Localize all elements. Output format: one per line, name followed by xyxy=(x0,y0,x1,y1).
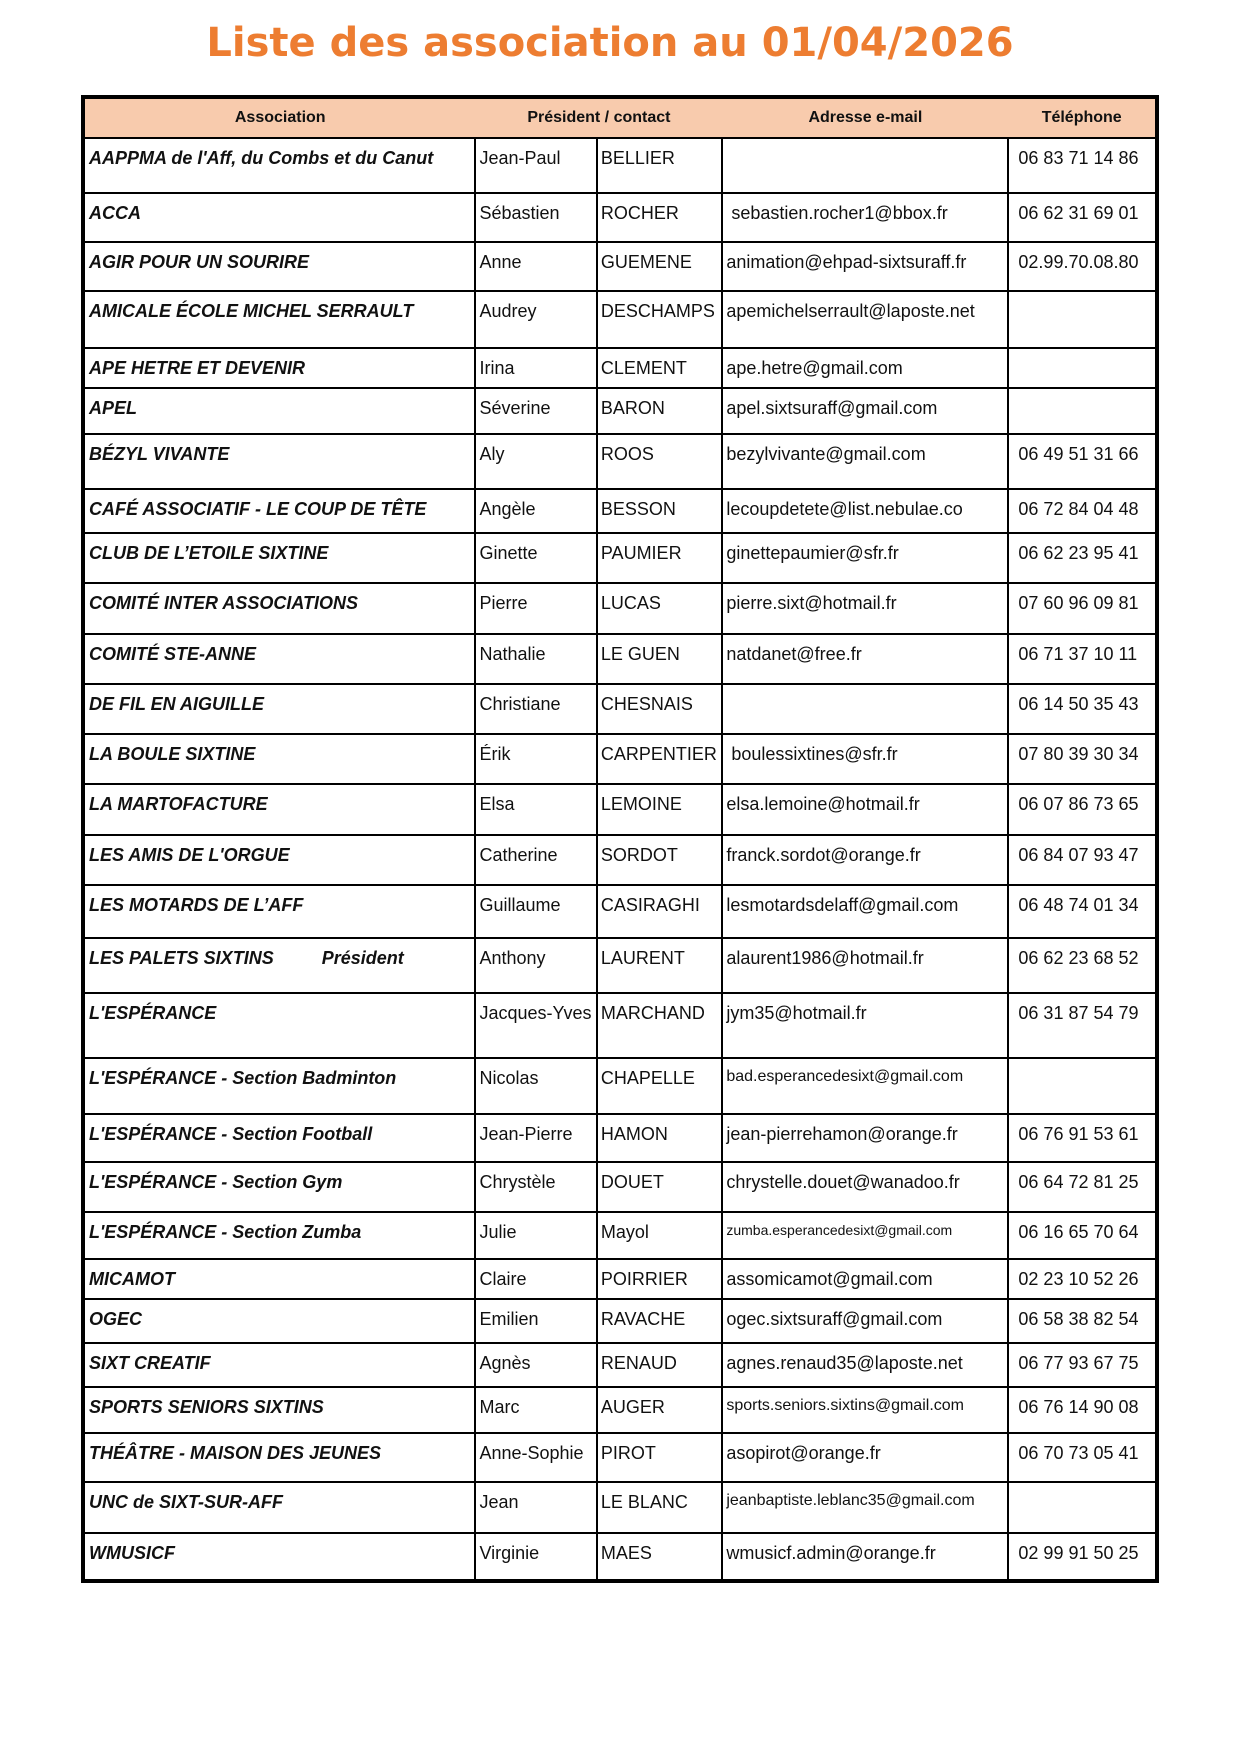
president-first-name: Anne xyxy=(475,242,596,291)
president-last-name: Mayol xyxy=(597,1212,722,1259)
president-last-name: CHESNAIS xyxy=(597,684,722,734)
president-last-name: LEMOINE xyxy=(597,784,722,835)
president-last-name: LUCAS xyxy=(597,583,722,634)
president-first-name: Nicolas xyxy=(475,1058,596,1114)
email-cell: chrystelle.douet@wanadoo.fr xyxy=(722,1162,1008,1212)
association-cell xyxy=(83,634,475,684)
association-name: L'ESPÉRANCE xyxy=(89,1003,217,1023)
president-last-name: SORDOT xyxy=(597,835,722,885)
phone-cell: 06 31 87 54 79 xyxy=(1008,993,1157,1058)
table-row xyxy=(83,1259,1157,1299)
president-last-name: CARPENTIER xyxy=(597,734,722,784)
association-name: LES PALETS SIXTINS xyxy=(89,948,274,968)
table-row xyxy=(83,1212,1157,1259)
president-first-name: Catherine xyxy=(475,835,596,885)
president-first-name: Elsa xyxy=(475,784,596,835)
president-last-name: HAMON xyxy=(597,1114,722,1162)
associations-table xyxy=(81,95,1159,1583)
association-name: LA MARTOFACTURE xyxy=(89,794,268,814)
association-cell xyxy=(83,1533,475,1581)
president-last-name: POIRRIER xyxy=(597,1259,722,1299)
association-name: COMITÉ STE-ANNE xyxy=(89,644,257,664)
table-row xyxy=(83,583,1157,634)
phone-cell: 02.99.70.08.80 xyxy=(1008,242,1157,291)
association-cell xyxy=(83,348,475,388)
email-cell: agnes.renaud35@laposte.net xyxy=(722,1343,1008,1387)
president-first-name: Aly xyxy=(475,434,596,489)
phone-cell: 06 70 73 05 41 xyxy=(1008,1433,1157,1482)
association-name: UNC de SIXT-SUR-AFF xyxy=(89,1492,284,1512)
email-cell: animation@ehpad-sixtsuraff.fr xyxy=(722,242,1008,291)
phone-cell: 06 71 37 10 11 xyxy=(1008,634,1157,684)
email-cell: wmusicf.admin@orange.fr xyxy=(722,1533,1008,1581)
association-cell xyxy=(83,885,475,938)
phone-cell: 06 48 74 01 34 xyxy=(1008,885,1157,938)
association-cell xyxy=(83,242,475,291)
president-first-name: Érik xyxy=(475,734,596,784)
president-first-name: Sébastien xyxy=(475,193,596,242)
president-last-name: MAES xyxy=(597,1533,722,1581)
association-cell xyxy=(83,1114,475,1162)
table-row xyxy=(83,1387,1157,1433)
president-last-name: BESSON xyxy=(597,489,722,533)
president-first-name: Irina xyxy=(475,348,596,388)
email-cell: jym35@hotmail.fr xyxy=(722,993,1008,1058)
phone-cell: 06 76 14 90 08 xyxy=(1008,1387,1157,1433)
table-row xyxy=(83,1433,1157,1482)
table-row xyxy=(83,242,1157,291)
president-last-name: CHAPELLE xyxy=(597,1058,722,1114)
association-name: CAFÉ ASSOCIATIF - LE COUP DE TÊTE xyxy=(89,499,427,519)
association-name: AMICALE ÉCOLE MICHEL SERRAULT xyxy=(89,301,414,321)
association-cell xyxy=(83,938,475,993)
table-row xyxy=(83,489,1157,533)
association-cell xyxy=(83,1343,475,1387)
page-title: Liste des association au 01/04/2026 xyxy=(206,20,1014,66)
president-last-name: ROOS xyxy=(597,434,722,489)
president-last-name: MARCHAND xyxy=(597,993,722,1058)
president-first-name: Jacques-Yves xyxy=(475,993,596,1058)
president-last-name: RAVACHE xyxy=(597,1299,722,1343)
table-row xyxy=(83,1114,1157,1162)
phone-cell xyxy=(1008,1482,1157,1533)
phone-cell: 06 76 91 53 61 xyxy=(1008,1114,1157,1162)
phone-cell: 06 72 84 04 48 xyxy=(1008,489,1157,533)
president-last-name: ROCHER xyxy=(597,193,722,242)
table-row xyxy=(83,1343,1157,1387)
association-cell xyxy=(83,291,475,348)
association-name: LA BOULE SIXTINE xyxy=(89,744,256,764)
president-first-name: Chrystèle xyxy=(475,1162,596,1212)
email-cell: lecoupdetete@list.nebulae.co xyxy=(722,489,1008,533)
email-cell: zumba.esperancedesixt@gmail.com xyxy=(722,1212,1008,1259)
association-name: L'ESPÉRANCE - Section Gym xyxy=(89,1172,343,1192)
association-name: CLUB DE L’ETOILE SIXTINE xyxy=(89,543,329,563)
table-row xyxy=(83,835,1157,885)
president-first-name: Audrey xyxy=(475,291,596,348)
email-cell xyxy=(722,684,1008,734)
email-cell: assomicamot@gmail.com xyxy=(722,1259,1008,1299)
president-last-name: LAURENT xyxy=(597,938,722,993)
president-first-name: Julie xyxy=(475,1212,596,1259)
association-name: AAPPMA de l'Aff, du Combs et du Canut xyxy=(89,148,434,168)
phone-cell: 06 62 23 68 52 xyxy=(1008,938,1157,993)
association-name: LES MOTARDS DE L’AFF xyxy=(89,895,304,915)
table-row xyxy=(83,1162,1157,1212)
phone-cell xyxy=(1008,291,1157,348)
email-cell: apel.sixtsuraff@gmail.com xyxy=(722,388,1008,434)
email-cell: sebastien.rocher1@bbox.fr xyxy=(722,193,1008,242)
email-cell: franck.sordot@orange.fr xyxy=(722,835,1008,885)
president-first-name: Anthony xyxy=(475,938,596,993)
president-first-name: Nathalie xyxy=(475,634,596,684)
president-first-name: Jean-Pierre xyxy=(475,1114,596,1162)
table-row xyxy=(83,634,1157,684)
president-first-name: Claire xyxy=(475,1259,596,1299)
phone-cell: 06 83 71 14 86 xyxy=(1008,138,1157,193)
president-last-name: AUGER xyxy=(597,1387,722,1433)
association-cell xyxy=(83,784,475,835)
president-first-name: Anne-Sophie xyxy=(475,1433,596,1482)
table-row xyxy=(83,1533,1157,1581)
association-name: ACCA xyxy=(89,203,141,223)
phone-cell: 02 99 91 50 25 xyxy=(1008,1533,1157,1581)
association-name: LES AMIS DE L'ORGUE xyxy=(89,845,290,865)
association-cell xyxy=(83,583,475,634)
phone-cell: 06 49 51 31 66 xyxy=(1008,434,1157,489)
association-name: COMITÉ INTER ASSOCIATIONS xyxy=(89,593,359,613)
association-name: APE HETRE ET DEVENIR xyxy=(89,358,306,378)
association-name: AGIR POUR UN SOURIRE xyxy=(89,252,310,272)
table-row xyxy=(83,348,1157,388)
phone-cell: 06 16 65 70 64 xyxy=(1008,1212,1157,1259)
president-first-name: Guillaume xyxy=(475,885,596,938)
association-name: OGEC xyxy=(89,1309,143,1329)
table-row xyxy=(83,684,1157,734)
phone-cell: 06 64 72 81 25 xyxy=(1008,1162,1157,1212)
email-cell: pierre.sixt@hotmail.fr xyxy=(722,583,1008,634)
header-association: Association xyxy=(83,97,475,138)
association-name: THÉÂTRE - MAISON DES JEUNES xyxy=(89,1443,382,1463)
phone-cell: 07 60 96 09 81 xyxy=(1008,583,1157,634)
table-row xyxy=(83,193,1157,242)
email-cell: lesmotardsdelaff@gmail.com xyxy=(722,885,1008,938)
table-row xyxy=(83,734,1157,784)
association-cell xyxy=(83,533,475,583)
association-name: DE FIL EN AIGUILLE xyxy=(89,694,265,714)
president-last-name: LE BLANC xyxy=(597,1482,722,1533)
president-last-name: CLEMENT xyxy=(597,348,722,388)
president-tag: Président xyxy=(321,948,404,968)
email-cell: alaurent1986@hotmail.fr xyxy=(722,938,1008,993)
association-cell xyxy=(83,434,475,489)
phone-cell: 07 80 39 30 34 xyxy=(1008,734,1157,784)
header-phone: Téléphone xyxy=(1008,97,1157,138)
association-cell xyxy=(83,684,475,734)
association-cell xyxy=(83,388,475,434)
phone-cell: 06 77 93 67 75 xyxy=(1008,1343,1157,1387)
president-first-name: Christiane xyxy=(475,684,596,734)
president-last-name: GUEMENE xyxy=(597,242,722,291)
association-cell xyxy=(83,734,475,784)
email-cell: jeanbaptiste.leblanc35@gmail.com xyxy=(722,1482,1008,1533)
association-cell xyxy=(83,1058,475,1114)
table-header-row xyxy=(83,97,1157,138)
phone-cell: 06 07 86 73 65 xyxy=(1008,784,1157,835)
email-cell xyxy=(722,138,1008,193)
association-name: BÉZYL VIVANTE xyxy=(89,444,230,464)
president-last-name: DESCHAMPS xyxy=(597,291,722,348)
phone-cell: 02 23 10 52 26 xyxy=(1008,1259,1157,1299)
table-row xyxy=(83,291,1157,348)
email-cell: elsa.lemoine@hotmail.fr xyxy=(722,784,1008,835)
association-cell xyxy=(83,138,475,193)
association-cell xyxy=(83,1162,475,1212)
table-row xyxy=(83,938,1157,993)
association-cell xyxy=(83,1212,475,1259)
phone-cell: 06 84 07 93 47 xyxy=(1008,835,1157,885)
president-first-name: Ginette xyxy=(475,533,596,583)
header-president: Président / contact xyxy=(475,97,722,138)
phone-cell: 06 62 23 95 41 xyxy=(1008,533,1157,583)
president-last-name: PAUMIER xyxy=(597,533,722,583)
email-cell: ogec.sixtsuraff@gmail.com xyxy=(722,1299,1008,1343)
president-first-name: Jean xyxy=(475,1482,596,1533)
association-cell xyxy=(83,1259,475,1299)
president-first-name: Virginie xyxy=(475,1533,596,1581)
association-cell xyxy=(83,1387,475,1433)
association-cell xyxy=(83,1482,475,1533)
email-cell: apemichelserrault@laposte.net xyxy=(722,291,1008,348)
association-cell xyxy=(83,835,475,885)
phone-cell xyxy=(1008,1058,1157,1114)
president-last-name: DOUET xyxy=(597,1162,722,1212)
table-row xyxy=(83,388,1157,434)
email-cell: bezylvivante@gmail.com xyxy=(722,434,1008,489)
email-cell: jean-pierrehamon@orange.fr xyxy=(722,1114,1008,1162)
table-row xyxy=(83,993,1157,1058)
president-first-name: Jean-Paul xyxy=(475,138,596,193)
president-last-name: BARON xyxy=(597,388,722,434)
phone-cell: 06 62 31 69 01 xyxy=(1008,193,1157,242)
president-first-name: Séverine xyxy=(475,388,596,434)
phone-cell: 06 58 38 82 54 xyxy=(1008,1299,1157,1343)
association-name: MICAMOT xyxy=(89,1269,175,1289)
association-name: SIXT CREATIF xyxy=(89,1353,211,1373)
email-cell: natdanet@free.fr xyxy=(722,634,1008,684)
president-first-name: Agnès xyxy=(475,1343,596,1387)
phone-cell xyxy=(1008,388,1157,434)
table-row xyxy=(83,1482,1157,1533)
table-row xyxy=(83,1299,1157,1343)
association-cell xyxy=(83,489,475,533)
table-row xyxy=(83,434,1157,489)
email-cell: ape.hetre@gmail.com xyxy=(722,348,1008,388)
association-name: SPORTS SENIORS SIXTINS xyxy=(89,1397,324,1417)
association-name: L'ESPÉRANCE - Section Football xyxy=(89,1124,373,1144)
president-first-name: Pierre xyxy=(475,583,596,634)
header-email: Adresse e-mail xyxy=(722,97,1008,138)
table-row xyxy=(83,784,1157,835)
president-first-name: Angèle xyxy=(475,489,596,533)
email-cell: asopirot@orange.fr xyxy=(722,1433,1008,1482)
table-row xyxy=(83,138,1157,193)
association-name: L'ESPÉRANCE - Section Badminton xyxy=(89,1068,397,1088)
email-cell: bad.esperancedesixt@gmail.com xyxy=(722,1058,1008,1114)
association-name: WMUSICF xyxy=(89,1543,175,1563)
table-row xyxy=(83,1058,1157,1114)
email-cell: ginettepaumier@sfr.fr xyxy=(722,533,1008,583)
president-last-name: RENAUD xyxy=(597,1343,722,1387)
president-first-name: Emilien xyxy=(475,1299,596,1343)
email-cell: boulessixtines@sfr.fr xyxy=(722,734,1008,784)
president-last-name: PIROT xyxy=(597,1433,722,1482)
table-row xyxy=(83,533,1157,583)
email-cell: sports.seniors.sixtins@gmail.com xyxy=(722,1387,1008,1433)
president-last-name: BELLIER xyxy=(597,138,722,193)
association-cell xyxy=(83,1299,475,1343)
president-last-name: CASIRAGHI xyxy=(597,885,722,938)
table-row xyxy=(83,885,1157,938)
phone-cell: 06 14 50 35 43 xyxy=(1008,684,1157,734)
association-name: L'ESPÉRANCE - Section Zumba xyxy=(89,1222,362,1242)
association-name: APEL xyxy=(89,398,138,418)
president-last-name: LE GUEN xyxy=(597,634,722,684)
president-first-name: Marc xyxy=(475,1387,596,1433)
association-cell xyxy=(83,993,475,1058)
phone-cell xyxy=(1008,348,1157,388)
association-cell xyxy=(83,1433,475,1482)
association-cell xyxy=(83,193,475,242)
